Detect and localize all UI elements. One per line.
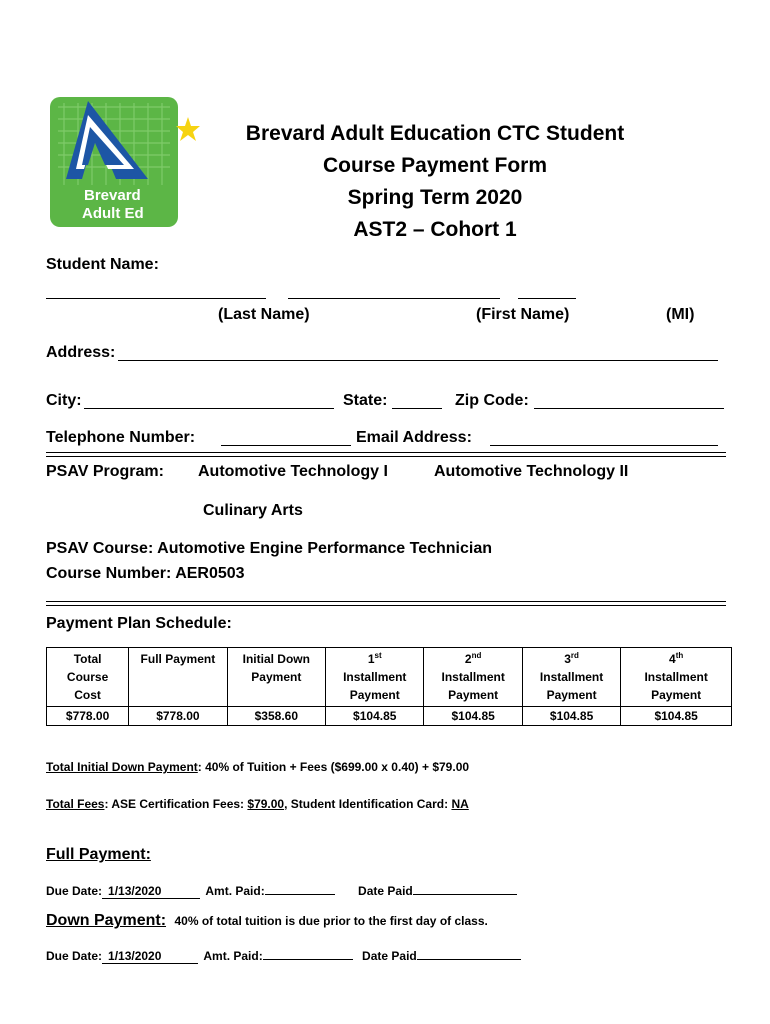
down-payment-label: Down Payment: [46,912,167,929]
total-fees-note [46,797,469,811]
full-due-date-label: Due Date: [46,884,103,898]
total-fees-text-2: , Student Identification Card: [284,797,452,811]
email-field[interactable] [490,431,718,446]
zip-label: Zip Code: [455,392,529,409]
total-fees-text-1: : ASE Certification Fees: [104,797,248,811]
total-fees-label: Total Fees [46,797,105,811]
divider-mid-2 [46,605,726,606]
logo-text-line1: Brevard [84,187,141,204]
psav-course-line: PSAV Course: Automotive Engine Performance Technician [46,540,493,557]
header-total-course-cost: Total Course Cost [47,648,129,707]
full-amt-paid-label: Amt. Paid: [205,884,265,898]
city-label: City: [46,392,82,409]
divider-top-2 [46,456,726,457]
address-label: Address: [46,344,116,361]
state-label: State: [343,392,388,409]
header-3rd-installment: 3rd Installment Payment [522,648,620,707]
city-field[interactable] [84,394,334,409]
total-initial-down-text: : 40% of Tuition + Fees ($699.00 x 0.40) + $79.00 [197,760,470,774]
first-name-caption: (First Name) [476,306,570,323]
divider-mid-1 [46,601,726,602]
last-name-caption: (Last Name) [218,306,310,323]
down-due-date-field[interactable] [102,949,198,964]
down-due-date-value: 1/13/2020 [108,949,162,963]
program-option-auto-tech-2[interactable]: Automotive Technology II [434,463,629,480]
title-line-2: Course Payment Form [322,154,548,177]
value-2nd-installment: $104.85 [424,707,522,726]
brevard-adult-ed-logo [48,95,200,230]
total-initial-down-note [46,760,469,774]
telephone-label: Telephone Number: [46,429,196,446]
state-field[interactable] [392,394,442,409]
title-line-4: AST2 – Cohort 1 [353,218,517,241]
down-date-paid-field[interactable] [417,945,521,960]
ase-fee-amount: $79.00 [247,797,285,811]
full-due-date-value: 1/13/2020 [108,884,162,898]
value-full-payment: $778.00 [129,707,227,726]
value-total-course-cost: $778.00 [47,707,129,726]
value-3rd-installment: $104.85 [522,707,620,726]
down-due-date-label: Due Date: [46,949,103,963]
header-2nd-installment: 2nd Installment Payment [424,648,522,707]
form-title [210,118,660,246]
table-header-row [47,648,732,707]
table-values-row [47,707,732,726]
down-amt-paid-field[interactable] [263,945,353,960]
down-payment-row [46,945,746,964]
course-number-line: Course Number: AER0503 [46,565,245,582]
divider-top-1 [46,452,726,453]
header-initial-down-payment: Initial Down Payment [227,648,325,707]
payment-schedule-table [46,647,732,726]
down-date-paid-label: Date Paid [362,949,417,963]
middle-initial-field[interactable] [518,284,576,299]
full-due-date-field[interactable] [102,884,200,899]
header-1st-installment: 1st Installment Payment [326,648,424,707]
email-label: Email Address: [356,429,472,446]
value-4th-installment: $104.85 [621,707,732,726]
full-date-paid-label: Date Paid [358,884,413,898]
title-line-1: Brevard Adult Education CTC Student [245,122,625,145]
down-payment-text: 40% of total tuition is due prior to the first day of class. [174,914,488,928]
student-name-label: Student Name: [46,256,159,273]
first-name-field[interactable] [288,284,500,299]
telephone-field[interactable] [221,431,351,446]
zip-field[interactable] [534,394,724,409]
title-line-3: Spring Term 2020 [347,186,523,209]
full-payment-row [46,880,746,899]
value-1st-installment: $104.85 [326,707,424,726]
down-amt-paid-label: Amt. Paid: [203,949,263,963]
address-field[interactable] [118,346,718,361]
student-id-card-fee: NA [451,797,469,811]
header-4th-installment: 4th Installment Payment [621,648,732,707]
header-full-payment: Full Payment [129,648,227,707]
mi-caption: (MI) [666,306,695,323]
logo-text-line2: Adult Ed [82,205,144,222]
value-initial-down-payment: $358.60 [227,707,325,726]
full-payment-label: Full Payment: [46,846,151,863]
down-payment-heading [46,912,746,930]
psav-program-label: PSAV Program: [46,463,164,480]
full-date-paid-field[interactable] [413,880,517,895]
last-name-field[interactable] [46,284,266,299]
total-initial-down-label: Total Initial Down Payment [46,760,198,774]
program-option-culinary-arts[interactable]: Culinary Arts [203,502,303,519]
payment-plan-label: Payment Plan Schedule: [46,615,232,632]
full-amt-paid-field[interactable] [265,880,335,895]
program-option-auto-tech-1[interactable]: Automotive Technology I [198,463,388,480]
